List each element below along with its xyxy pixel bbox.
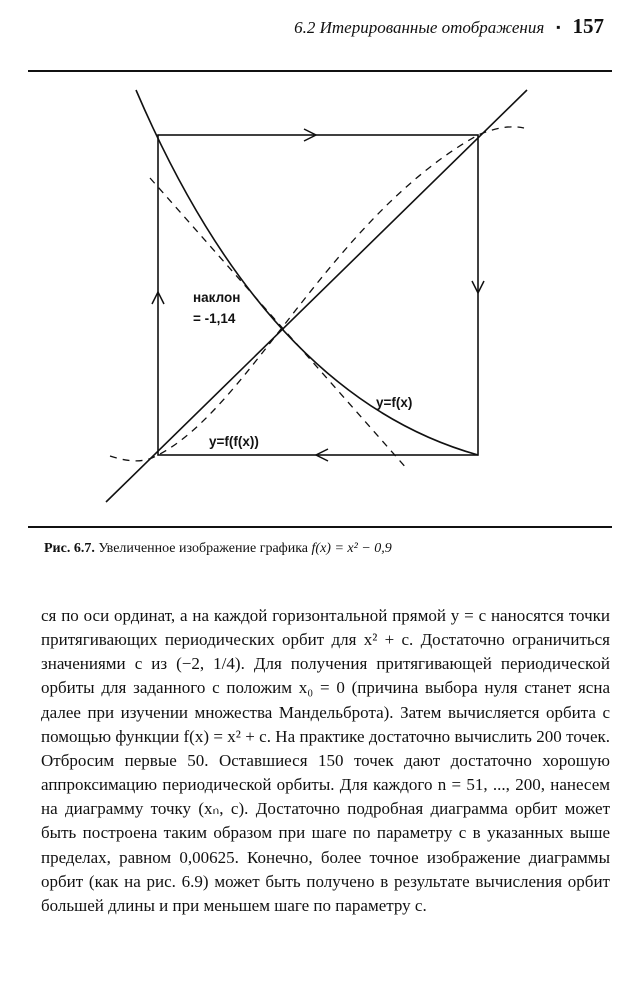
running-header [0,14,604,46]
section-title: 6.2 Итерированные отображения [294,18,545,37]
figure-rule [28,526,612,528]
ffx-label: y=f(f(x)) [209,434,259,449]
cobweb-figure [0,78,641,518]
fx-curve [136,90,478,455]
figure-caption [44,541,604,557]
page-number: 157 [572,14,604,38]
caption-label: Рис. 6.7. [44,541,95,556]
header-rule [28,70,612,72]
diagonal-line [106,90,527,502]
slope-label-line1: наклон [193,290,241,305]
caption-formula: f(x) = x² − 0,9 [311,541,392,556]
body-text [41,604,610,918]
caption-text: Увеличенное изображение графика [98,541,309,556]
separator-glyph: ▪ [556,20,561,34]
body-paragraph: ся по оси ординат, а на каждой горизонтальной прямой y = c наносятся точки притягивающих периодических орбит для x² + c. Достаточно ограничиться значениями c из (−2, 1/4). Для получения притягивающей периодической орбиты для заданного c положим x₀ = 0 (причина выбора нуля станет ясна далее при изучении множества Мандельброта). Затем вычисляется орбита с помощью функции f(x) = x² + c. На практике достаточно вычислить 200 точек. Отбросим первые 50. Оставшиеся 150 точек дают достаточно хорошую аппроксимацию периодической орбиты. Для каждого n = 51, ..., 200, нанесем на диаграмму точку (xₙ, c). Достаточно подробная диаграмма орбит может быть построена таким образом при шаге по параметру c в указанных выше пределах, равном 0,00625. Конечно, более точное изображение диаграммы орбит (как на рис. 6.9) может быть получено в результате вычисления орбит большей длины и при меньшем шаге по параметру c. [41,606,610,915]
tangent-dashed-line [150,178,408,470]
fx-label: y=f(x) [376,395,413,410]
ffx-dashed-curve [110,127,524,461]
slope-label-line2: = -1,14 [193,311,236,326]
